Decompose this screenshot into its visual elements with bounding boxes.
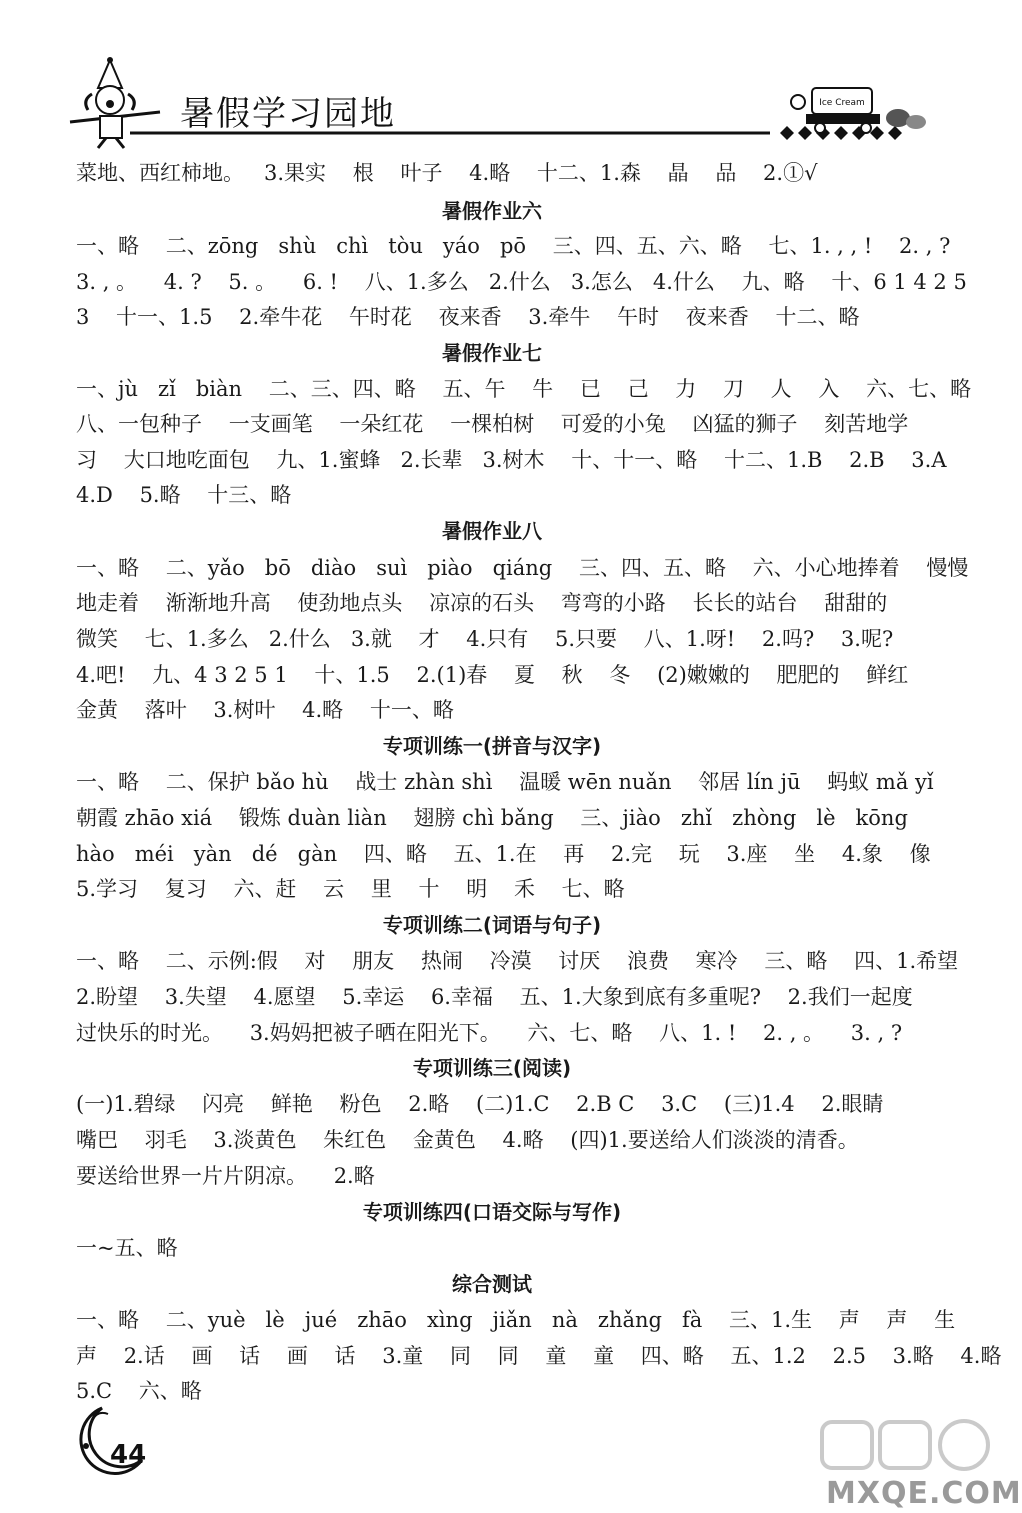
answer-line: 4.D 5.略 十三、略 bbox=[76, 483, 292, 507]
section-title: 暑假作业七 bbox=[442, 341, 542, 365]
answer-line: 微笑 七、1.多么 2.什么 3.就 才 4.只有 5.只要 八、1.呀! 2.吗? 3.呢? bbox=[76, 627, 894, 651]
section-title: 专项训练三(阅读) bbox=[412, 1056, 572, 1080]
answer-line: 一、jù zǐ biàn 二、三、四、略 五、午 牛 已 己 力 刀 人 入 六、七、略 bbox=[76, 377, 972, 401]
answer-line: 一、略 二、yuè lè jué zhāo xìng jiǎn nà zhǎng fà 三、1.生 声 声 生 bbox=[76, 1308, 956, 1332]
answer-line: 八、一包种子 一支画笔 一朵红花 一棵柏树 可爱的小兔 凶猛的狮子 刻苦地学 bbox=[76, 412, 909, 436]
answer-line: 一、略 二、保护 bǎo hù 战士 zhàn shì 温暖 wēn nuǎn 邻居 lín jū 蚂蚁 mǎ yǐ bbox=[76, 770, 934, 794]
answer-line: 4.吧! 九、4 3 2 5 1 十、1.5 2.(1)春 夏 秋 冬 (2)嫩嫩的 肥肥的 鲜红 bbox=[76, 663, 909, 687]
answer-line: 一、略 二、yǎo bō diào suì piào qiáng 三、四、五、略 六、小心地捧着 慢慢 bbox=[76, 556, 969, 580]
page-header bbox=[0, 0, 1000, 150]
answer-line: 地走着 渐渐地升高 使劲地点头 凉凉的石头 弯弯的小路 长长的站台 甜甜的 bbox=[76, 591, 888, 615]
section-title: 综合测试 bbox=[452, 1272, 532, 1296]
section-title: 专项训练二(词语与句子) bbox=[382, 913, 602, 937]
answer-line: 2.盼望 3.失望 4.愿望 5.幸运 6.幸福 五、1.大象到底有多重呢? 2.我们一起度 bbox=[76, 985, 913, 1009]
answer-line: 5.学习 复习 六、赶 云 里 十 明 禾 七、略 bbox=[76, 877, 625, 901]
answer-line: 菜地、西红柿地。 3.果实 根 叶子 4.略 十二、1.森 晶 品 2.①√ bbox=[76, 161, 818, 185]
section-title: 专项训练四(口语交际与写作) bbox=[362, 1200, 622, 1224]
section-title: 暑假作业八 bbox=[442, 519, 542, 543]
section-title: 暑假作业六 bbox=[442, 199, 542, 223]
answer-line: 一、略 二、zōng shù chì tòu yáo pō 三、四、五、六、略 七、1. , , ! 2. , ? bbox=[76, 234, 951, 258]
answer-line: 习 大口地吃面包 九、1.蜜蜂 2.长辈 3.树木 十、十一、略 十二、1.B 2.B 3.A bbox=[76, 448, 947, 472]
answer-line: 声 2.话 画 话 画 话 3.童 同 同 童 童 四、略 五、1.2 2.5 3.略 4.略 bbox=[76, 1344, 1002, 1368]
section-title: 专项训练一(拼音与汉字) bbox=[382, 734, 602, 758]
answer-line: 一~五、略 bbox=[76, 1236, 178, 1260]
ice-cream-cart-icon bbox=[790, 84, 930, 134]
watermark-text: MXQE.COM bbox=[826, 1476, 1022, 1511]
answer-line: 要送给世界一片片阴凉。 2.略 bbox=[76, 1164, 375, 1188]
page-number: 44 bbox=[110, 1440, 147, 1470]
answer-line: (一)1.碧绿 闪亮 鲜艳 粉色 2.略 (二)1.C 2.B C 3.C (三)1.4 2.眼睛 bbox=[76, 1092, 884, 1116]
answer-line: 5.C 六、略 bbox=[76, 1379, 202, 1403]
page-title: 暑假学习园地 bbox=[180, 94, 396, 134]
answer-line: 3 十一、1.5 2.牵牛花 午时花 夜来香 3.牵牛 午时 夜来香 十二、略 bbox=[76, 305, 860, 329]
answer-line: hào méi yàn dé gàn 四、略 五、1.在 再 2.完 玩 3.座 坐 4.象 像 bbox=[76, 842, 931, 866]
answer-line: 金黄 落叶 3.树叶 4.略 十一、略 bbox=[76, 698, 454, 722]
answer-line: 一、略 二、示例:假 对 朋友 热闹 冷漠 讨厌 浪费 寒冷 三、略 四、1.希望 bbox=[76, 949, 959, 973]
answer-line: 嘴巴 羽毛 3.淡黄色 朱红色 金黄色 4.略 (四)1.要送给人们淡淡的清香。 bbox=[76, 1128, 859, 1152]
cart-sign-text: Ice Cream bbox=[819, 98, 865, 108]
answer-line: 3. , 。 4. ? 5. 。 6. ! 八、1.多么 2.什么 3.怎么 4.什么 九、略 十、6 1 4 2 5 bbox=[76, 270, 967, 294]
answer-line: 朝霞 zhāo xiá 锻炼 duàn liàn 翅膀 chì bǎng 三、jiào zhǐ zhòng lè kōng bbox=[76, 806, 908, 830]
answer-line: 过快乐的时光。 3.妈妈把被子晒在阳光下。 六、七、略 八、1. ! 2. , 。 3. , ? bbox=[76, 1021, 903, 1045]
